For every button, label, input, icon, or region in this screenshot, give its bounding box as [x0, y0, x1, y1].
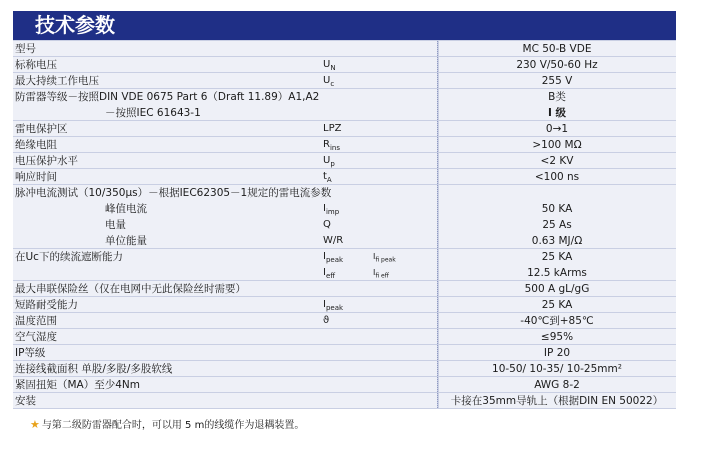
energy-symbol: W/R	[323, 235, 344, 246]
row-value: IP 20	[543, 347, 571, 359]
table-row-class	[13, 88, 676, 120]
row-label: 雷电保护区	[15, 123, 68, 135]
row-symbol: $I_{peak}$	[323, 251, 344, 264]
peak-value: 50 KA	[541, 203, 573, 215]
row-label: 电压保护水平	[15, 155, 78, 167]
table-row-nominal-voltage	[13, 56, 676, 72]
table-row-max-voltage	[13, 72, 676, 88]
row-label: 温度范围	[15, 315, 57, 327]
footnote	[30, 416, 304, 431]
table-row-protection-level	[13, 152, 676, 168]
row-symbol: $I_{peak}$	[323, 299, 344, 312]
row-label: 安装	[15, 395, 36, 407]
energy-value: 0.63 MJ/Ω	[531, 235, 583, 247]
row-value: B类	[548, 91, 566, 103]
table-row-follow-current	[13, 248, 676, 280]
row-value: ≤95%	[540, 331, 574, 343]
row-symbol: $R_{ins}$	[323, 139, 340, 152]
row-symbol: $U_N$	[323, 59, 336, 72]
row-label: 响应时间	[15, 171, 57, 183]
table-row-wire	[13, 360, 676, 376]
table-row-model	[13, 40, 676, 56]
row-value: 10-50/ 10-35/ 10-25mm²	[492, 363, 622, 375]
row-value: <2 KV	[540, 155, 574, 167]
peak-label: 峰值电流	[105, 203, 147, 215]
row-value: 卡接在35mm导轨上（根据DIN EN 50022）	[450, 395, 664, 407]
charge-label: 电量	[105, 219, 126, 231]
row-label-secondary: －按照IEC 61643-1	[105, 107, 201, 119]
charge-value: 25 As	[542, 219, 572, 231]
peak-symbol: $I_{imp}$	[323, 203, 340, 216]
row-label: 型号	[15, 43, 36, 55]
row-label: 紧固扭矩（MA）至少4Nm	[15, 379, 141, 391]
row-label: 最大串联保险丝（仅在电网中无此保险丝时需要）	[15, 283, 246, 295]
row-label: 防雷器等级－按照DIN VDE 0675 Part 6（Draft 11.89）A1,A2	[15, 91, 320, 103]
row-symbol-secondary: $I_{fi eff}$	[373, 268, 389, 280]
row-label: 连接线截面积 单股/多股/多股软线	[15, 363, 173, 375]
row-value-secondary: I 级	[547, 107, 567, 119]
row-label: 绝缘电阻	[15, 139, 57, 151]
row-label: 空气湿度	[15, 331, 57, 343]
table-row-mounting	[13, 392, 676, 408]
table-row-lpz	[13, 120, 676, 136]
section-title: 技术参数	[13, 11, 676, 40]
row-value: 25 KA	[541, 299, 573, 311]
table-row-impulse	[13, 184, 676, 248]
row-label: 最大持续工作电压	[15, 75, 99, 87]
row-value: >100 MΩ	[532, 139, 582, 151]
row-label: 在Uc下的续流遮断能力	[15, 251, 123, 263]
row-symbol: $t_A$	[323, 171, 332, 184]
row-label: 短路耐受能力	[15, 299, 78, 311]
row-symbol: LPZ	[323, 123, 342, 134]
row-value: 255 V	[541, 75, 573, 87]
row-symbol: ϑ	[323, 315, 330, 326]
table-row-temperature	[13, 312, 676, 328]
row-value: <100 ns	[534, 171, 580, 183]
table-row-fuse	[13, 280, 676, 296]
row-symbol: $U_c$	[323, 75, 335, 88]
table-row-humidity	[13, 328, 676, 344]
row-value: 0→1	[545, 123, 569, 135]
table-row-torque	[13, 376, 676, 392]
table-row-response	[13, 168, 676, 184]
spec-table	[13, 40, 676, 409]
row-value: AWG 8-2	[534, 379, 580, 391]
row-symbol: $U_p$	[323, 155, 335, 168]
row-value: 230 V/50-60 Hz	[516, 59, 598, 71]
row-label: IP等级	[15, 347, 46, 359]
table-row-short-circuit	[13, 296, 676, 312]
row-value: MC 50-B VDE	[522, 43, 592, 55]
row-label: 脉冲电流测试（10/350μs）－根据IEC62305－1规定的雷电流参数	[15, 187, 332, 199]
row-value-secondary: 12.5 kArms	[527, 267, 587, 279]
table-row-ip	[13, 344, 676, 360]
charge-symbol: Q	[323, 219, 331, 230]
row-symbol: $I_{eff}$	[323, 267, 336, 280]
footnote-text: 与第二级防雷器配合时，可以用 5 m的线缆作为退耦装置。	[41, 420, 305, 431]
row-value: -40℃到+85℃	[520, 315, 594, 327]
row-value: 25 KA	[541, 251, 573, 263]
row-label: 标称电压	[15, 59, 57, 71]
star-icon: ★	[30, 418, 40, 431]
row-value: 500 A gL/gG	[524, 283, 590, 295]
energy-label: 单位能量	[105, 235, 147, 247]
row-symbol-secondary: $I_{fi peak}$	[373, 252, 396, 264]
table-row-insulation	[13, 136, 676, 152]
